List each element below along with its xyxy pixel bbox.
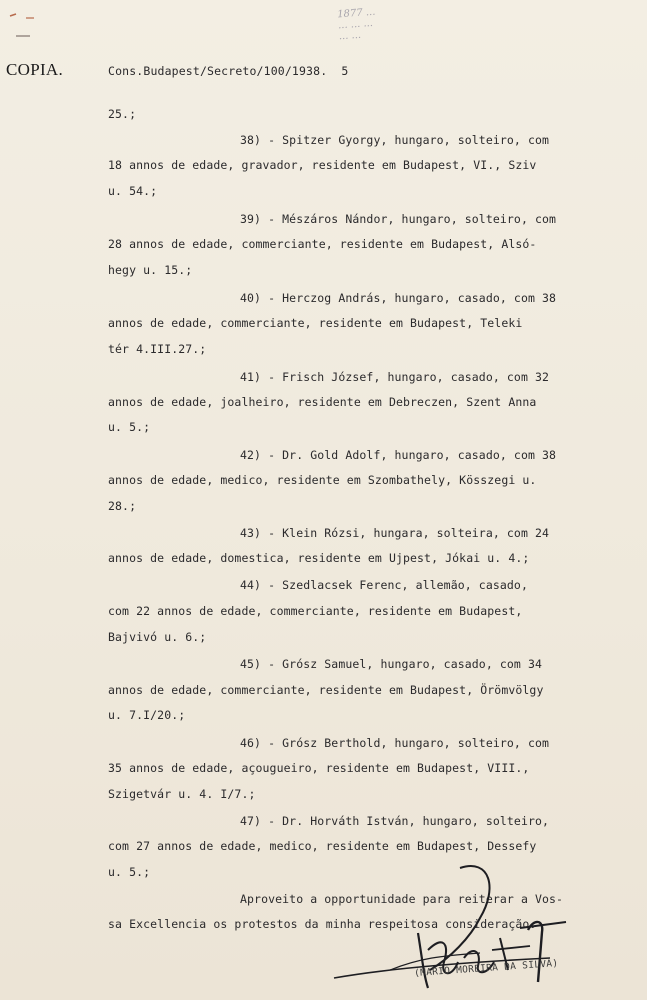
corner-ink-marks — [6, 6, 66, 46]
copia-label: COPIA. — [6, 60, 64, 79]
text-line: u. 5.; — [108, 865, 151, 879]
text-line: Szigetvár u. 4. I/7.; — [108, 787, 256, 801]
text-line: 45) - Grósz Samuel, hungaro, casado, com 34 — [240, 657, 543, 671]
text-line: 25.; — [108, 107, 137, 121]
text-line: u. 7.I/20.; — [108, 708, 186, 722]
text-line: annos de edade, joalheiro, residente em Debreczen, Szent Anna — [108, 395, 537, 409]
text-line: 39) - Mészáros Nándor, hungaro, solteiro, com — [240, 212, 557, 226]
closing-line: Aproveito a opportunidade para reiterar a Vos- — [240, 892, 564, 906]
text-line: 40) - Herczog András, hungaro, casado, com 38 — [240, 291, 557, 305]
text-line: tér 4.III.27.; — [108, 342, 207, 356]
handwritten-signature — [330, 858, 630, 998]
text-line: 42) - Dr. Gold Adolf, hungaro, casado, com 38 — [240, 448, 557, 462]
text-line: 47) - Dr. Horváth István, hungaro, solteiro, — [240, 814, 550, 828]
text-line: com 27 annos de edade, medico, residente em Budapest, Dessefy — [108, 839, 537, 853]
text-line: 35 annos de edade, açougueiro, residente em Budapest, VIII., — [108, 761, 530, 775]
text-line: 28 annos de edade, commerciante, residente em Budapest, Alsó- — [108, 237, 537, 251]
text-line: u. 5.; — [108, 420, 151, 434]
text-line: 46) - Grósz Berthold, hungaro, solteiro, com — [240, 736, 550, 750]
text-line: annos de edade, commerciante, residente em Budapest, Teleki — [108, 316, 523, 330]
text-line: 38) - Spitzer Gyorgy, hungaro, solteiro, com — [240, 133, 550, 147]
text-line: u. 54.; — [108, 184, 158, 198]
text-line: annos de edade, domestica, residente em Ujpest, Jókai u. 4.; — [108, 551, 530, 565]
text-line: 43) - Klein Rózsi, hungara, solteira, com 24 — [240, 526, 550, 540]
text-line: Bajvivó u. 6.; — [108, 630, 207, 644]
text-line: 44) - Szedlacsek Ferenc, allemão, casado, — [240, 578, 528, 592]
text-line: 41) - Frisch József, hungaro, casado, com 32 — [240, 370, 550, 384]
text-line: 18 annos de edade, gravador, residente em Budapest, VI., Sziv — [108, 158, 537, 172]
text-line: com 22 annos de edade, commerciante, residente em Budapest, — [108, 604, 523, 618]
reference-line: Cons.Budapest/Secreto/100/1938. 5 — [108, 64, 349, 78]
text-line: 28.; — [108, 499, 137, 513]
text-line: annos de edade, medico, residente em Szombathely, Kösszegi u. — [108, 473, 537, 487]
text-line: annos de edade, commerciante, residente em Budapest, Örömvölgy — [108, 683, 544, 697]
text-line: hegy u. 15.; — [108, 263, 193, 277]
closing-line: sa Excellencia os protestos da minha respeitosa consideração. — [108, 917, 537, 931]
signatory-printed-name: (MARIO MOREIRA DA SILVA) — [413, 957, 559, 980]
pencil-annotation: 1877 ... ... ... ... ... ... — [336, 6, 376, 43]
